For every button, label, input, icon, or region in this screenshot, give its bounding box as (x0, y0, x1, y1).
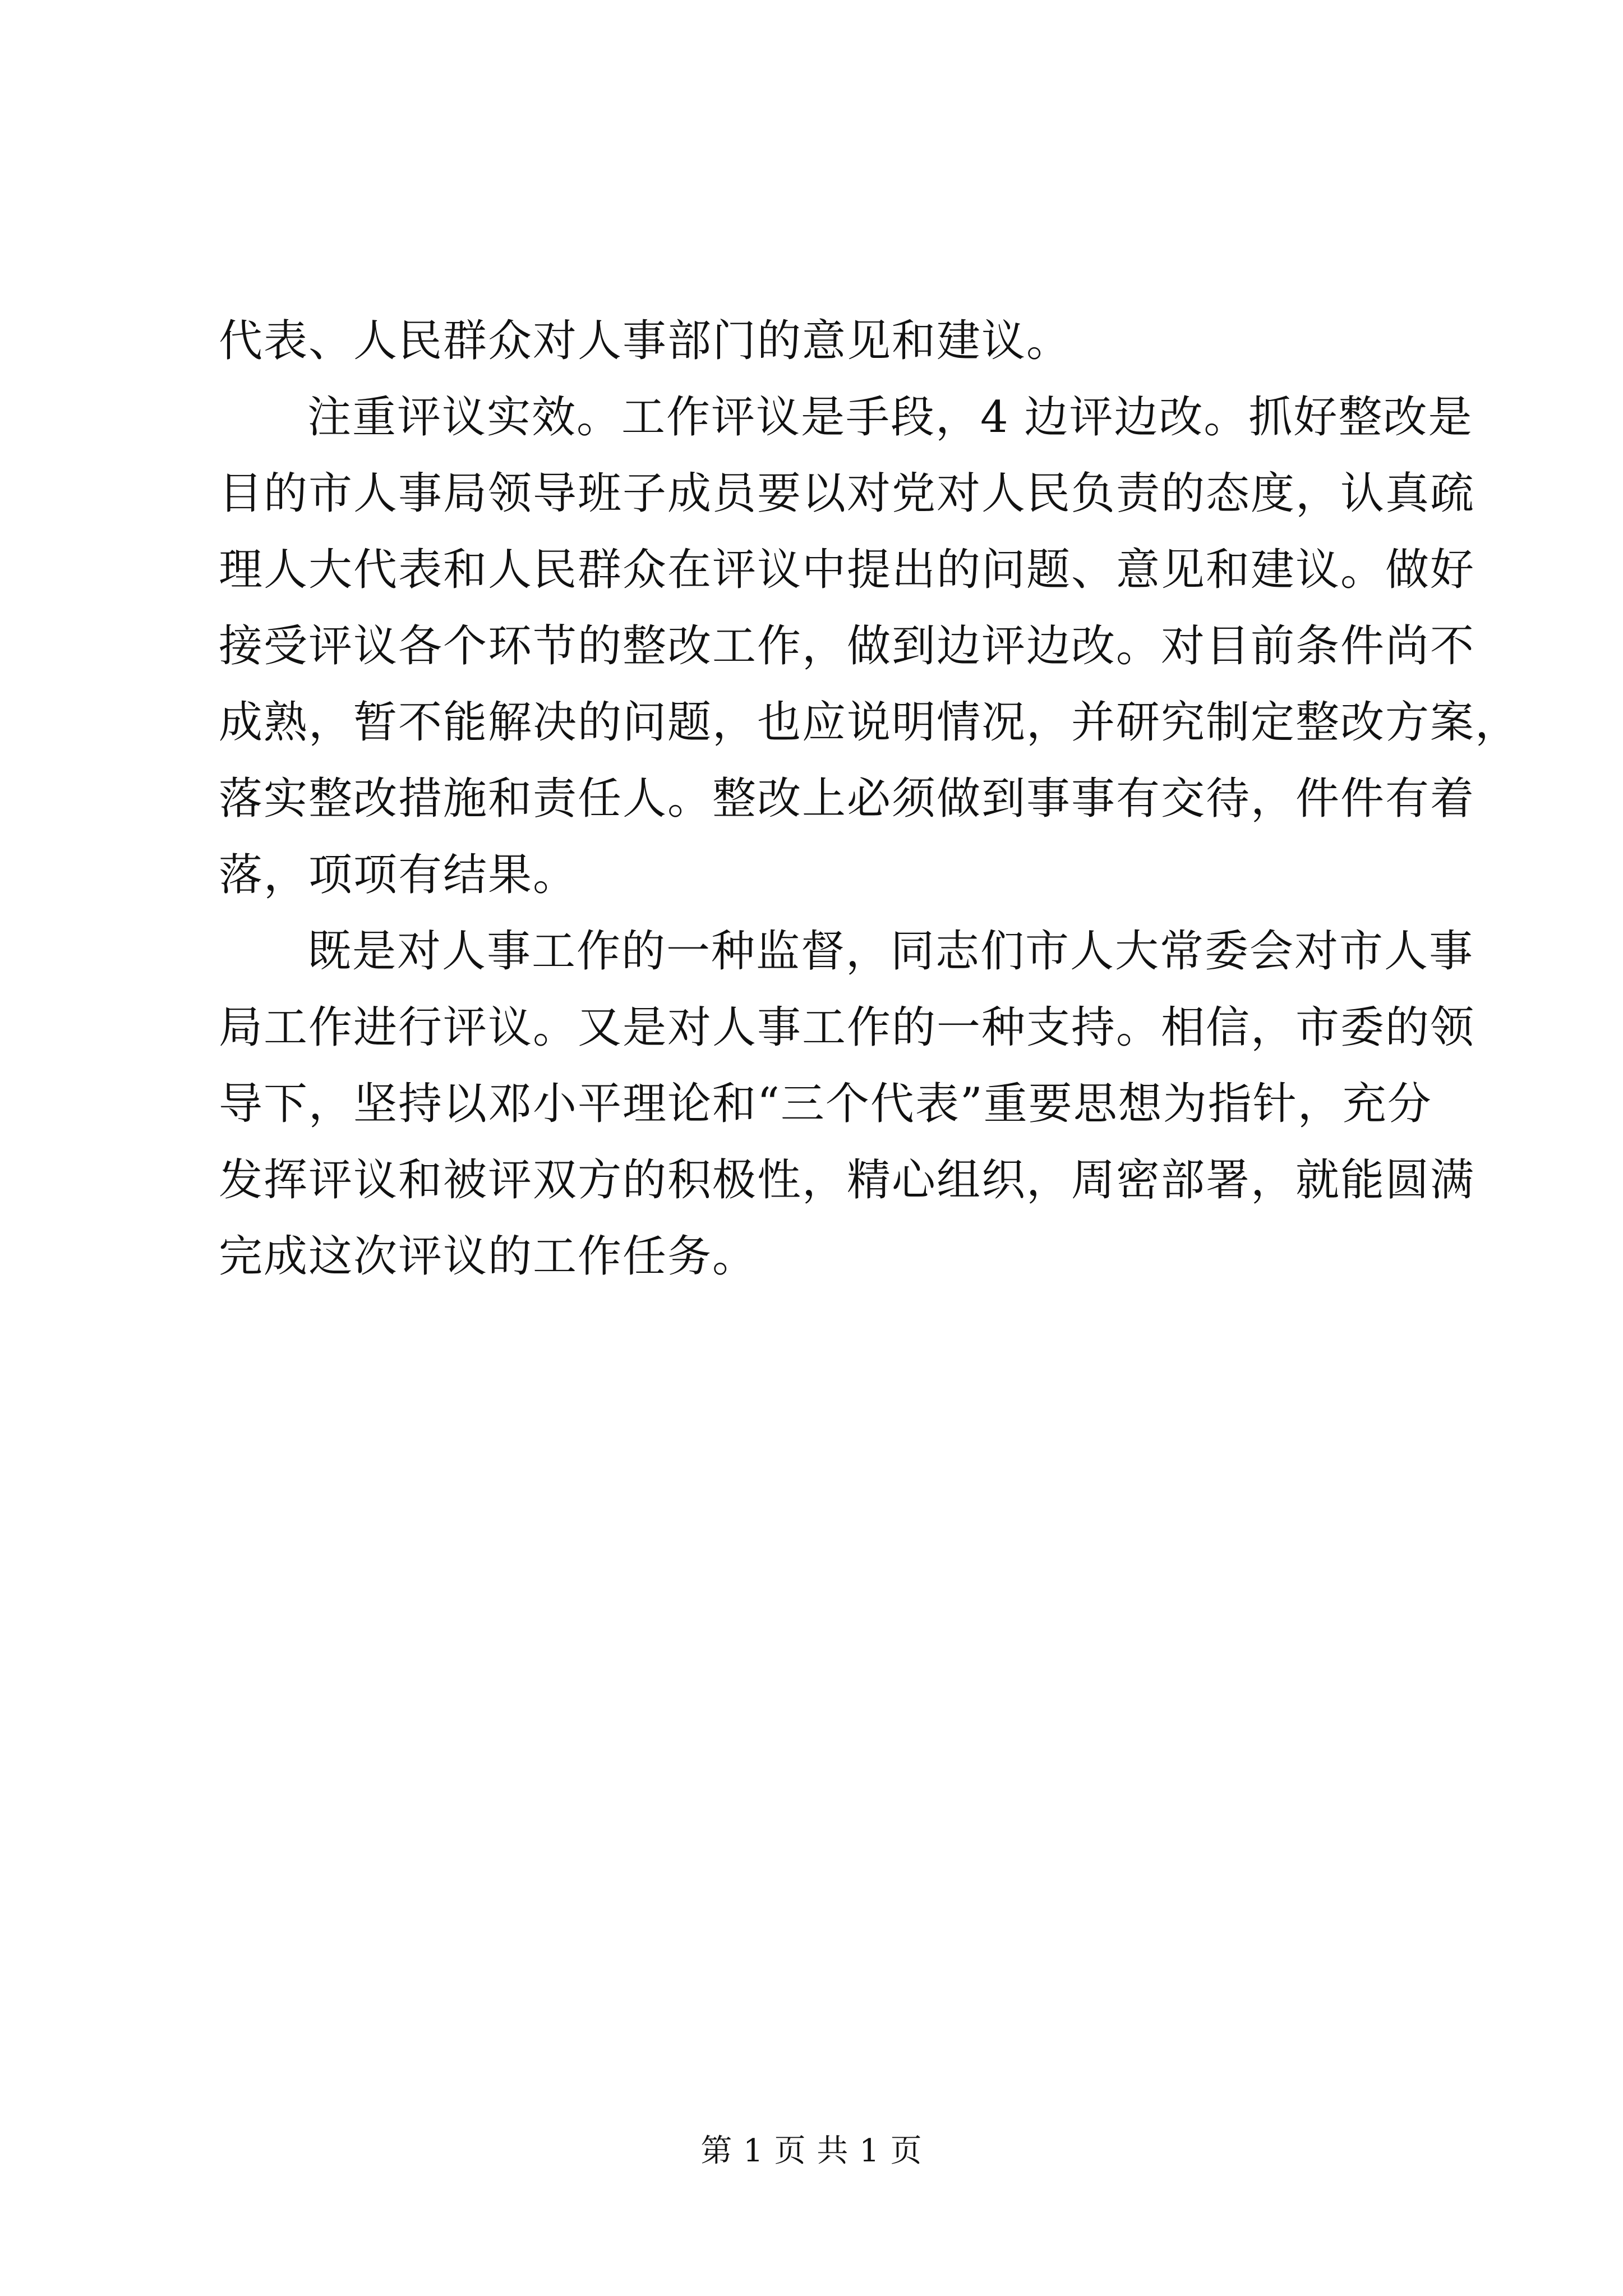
paragraph-3-line-3: 导下，坚持以邓小平理论和“三个代表”重要思想为指针，充分 (219, 1079, 1432, 1129)
paragraph-2-line-1: 注重评议实效。工作评议是手段，4 边评边改。抓好整改是 (307, 392, 1473, 443)
paragraph-3-line-2: 局工作进行评议。又是对人事工作的一种支持。相信，市委的领 (219, 1002, 1476, 1053)
paragraph-2-line-6: 落实整改措施和责任人。整改上必须做到事事有交待，件件有着 (219, 774, 1476, 824)
page-number-footer: 第 1 页 共 1 页 (700, 2133, 923, 2169)
paragraph-2-line-7: 落，项项有结果。 (219, 850, 578, 900)
paragraph-2-line-5: 成熟，暂不能解决的问题，也应说明情况，并研究制定整改方案， (219, 697, 1520, 748)
paragraph-3-line-1: 既是对人事工作的一种监督，同志们市人大常委会对市人事 (307, 926, 1474, 977)
paragraph-3-line-5: 完成这次评议的工作任务。 (219, 1231, 758, 1282)
paragraph-3-line-4: 发挥评议和被评双方的积极性，精心组织，周密部署，就能圆满 (219, 1155, 1476, 1205)
paragraph-2-line-4: 接受评议各个环节的整改工作，做到边评边改。对目前条件尚不 (219, 621, 1476, 671)
paragraph-1-line-1: 代表、人民群众对人事部门的意见和建议。 (219, 316, 1072, 366)
document-body (219, 303, 1520, 1295)
paragraph-2-line-3: 理人大代表和人民群众在评议中提出的问题、意见和建议。做好 (219, 545, 1476, 595)
paragraph-2-line-2: 目的市人事局领导班子成员要以对党对人民负责的态度，认真疏 (219, 468, 1476, 519)
